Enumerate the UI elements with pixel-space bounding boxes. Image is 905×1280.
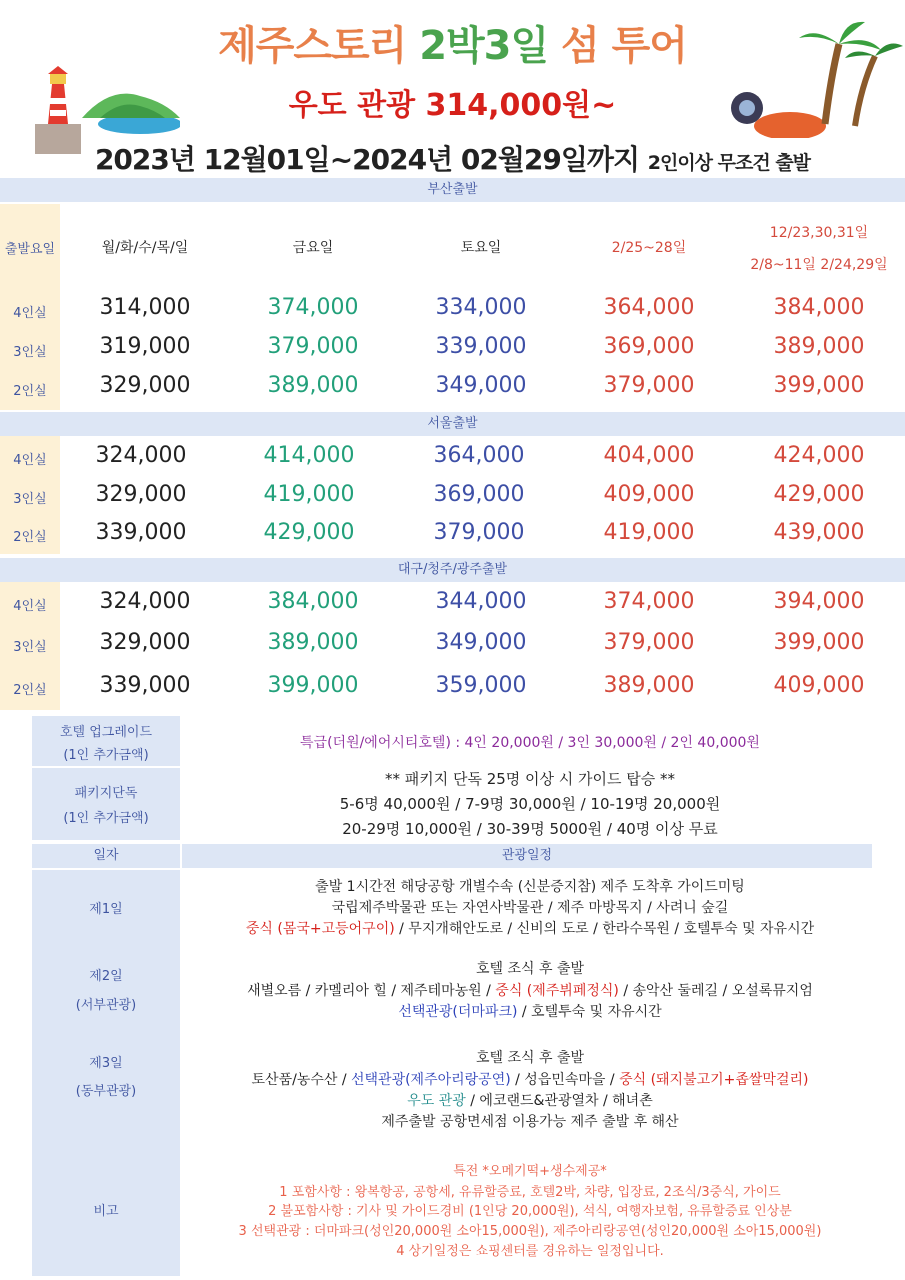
lighthouse-island-icon [30,66,180,154]
day1-line-3: 중식 (몸국+고등어구이) / 무지개해안도로 / 신비의 도로 / 한라수목원 / 호텔투숙 및 자유시간 [245,921,815,937]
price-cell: 389,000 [267,373,359,398]
col-header-peak-2: 2/8~11일 2/24,29일 [750,257,888,273]
room-label: 2인실 [13,384,47,399]
price-cell: 369,000 [433,482,525,507]
day3-line-1: 호텔 조식 후 출발 [475,1050,585,1066]
hotel-upgrade-label [32,716,180,766]
price-cell: 374,000 [603,589,695,614]
note-line-5: 4 상기일정은 쇼핑센터를 경유하는 일정입니다. [396,1244,664,1259]
day1-line-2: 국립제주박물관 또는 자연사박물관 / 제주 마방목지 / 사려니 숲길 [331,900,729,916]
note-line-3: 2 불포함사항 : 기사 및 가이드경비 (1인당 20,000원), 석식, 여행자보험, 유류할증료 인상분 [268,1204,792,1219]
note-line-1: 특전 *오메기떡+생수제공* [453,1164,607,1179]
room-label: 3인실 [13,492,47,507]
col-header-weekday: 월/화/수/목/일 [101,240,189,256]
price-cell: 364,000 [603,295,695,320]
note-line-2: 1 포함사항 : 왕복항공, 공항세, 유류할증료, 호텔2박, 차량, 입장료, 2조식/3중식, 가이드 [279,1185,781,1200]
price-cell: 389,000 [603,673,695,698]
price-cell: 339,000 [435,334,527,359]
price-cell: 419,000 [603,520,695,545]
price-cell: 409,000 [773,673,865,698]
day3-line-3: 우도 관광 / 에코랜드&관광열차 / 해녀촌 [407,1093,653,1109]
package-sub: (1인 추가금액) [63,811,149,826]
price-cell: 319,000 [99,334,191,359]
room-label: 3인실 [13,640,47,655]
price-cell: 419,000 [263,482,355,507]
hotel-upgrade-text: 특급(더원/에어시티호텔) : 4인 20,000원 / 3인 30,000원 / 2인 40,000원 [300,735,760,751]
day2-line-3: 선택관광(더마파크) / 호텔투숙 및 자유시간 [398,1004,662,1020]
package-line-3: 20-29명 10,000원 / 30-39명 5000원 / 40명 이상 무료 [342,820,718,838]
departure-day-label: 출발요일 [4,242,56,257]
col-header-saturday: 토요일 [460,240,502,256]
price-cell: 359,000 [435,673,527,698]
price-cell: 414,000 [263,443,355,468]
day1-line-1: 출발 1시간전 해당공항 개별수속 (신분증지참) 제주 도착후 가이드미팅 [315,879,745,895]
price-subtitle: 우도 관광 314,000원~ [288,88,617,123]
room-label: 4인실 [13,599,47,614]
price-cell: 399,000 [773,373,865,398]
page-title: 제주스토리 2박3일 섬 투어 [218,23,687,69]
room-label: 2인실 [13,683,47,698]
note-label: 비고 [93,1204,119,1219]
travel-period: 2023년 12월01일~2024년 02월29일까지 2인이상 무조건 출발 [94,143,811,176]
day3-sub: (동부관광) [75,1084,137,1099]
price-cell: 399,000 [773,630,865,655]
hotel-upgrade-title: 호텔 업그레이드 [59,725,153,740]
band-daegu: 대구/청주/광주출발 [0,558,905,582]
palm-tree-diver-icon [715,16,905,138]
package-line-2: 5-6명 40,000원 / 7-9명 30,000원 / 10-19명 20,000원 [339,795,721,813]
price-cell: 379,000 [267,334,359,359]
price-cell: 389,000 [773,334,865,359]
day3-label: 제3일 [89,1056,123,1071]
room-label: 4인실 [13,306,47,321]
price-cell: 404,000 [603,443,695,468]
price-cell: 394,000 [773,589,865,614]
price-cell: 379,000 [603,630,695,655]
price-cell: 324,000 [95,443,187,468]
price-cell: 364,000 [433,443,525,468]
price-cell: 314,000 [99,295,191,320]
day1-label: 제1일 [89,902,123,917]
price-cell: 379,000 [433,520,525,545]
price-cell: 429,000 [773,482,865,507]
package-title: 패키지단독 [74,786,138,801]
price-cell: 329,000 [99,373,191,398]
col-header-feb: 2/25~28일 [611,240,687,256]
price-cell: 429,000 [263,520,355,545]
day2-line-2: 새별오름 / 카멜리아 힐 / 제주테마농원 / 중식 (제주뷔페정식) / 송악산 둘레길 / 오설록뮤지엄 [247,983,813,999]
day3-line-4: 제주출발 공항면세점 이용가능 제주 출발 후 해산 [381,1114,679,1130]
price-cell: 334,000 [435,295,527,320]
band-seoul: 서울출발 [0,412,905,436]
day3-line-2: 토산품/농수산 / 선택관광(제주아리랑공연) / 성읍민속마을 / 중식 (돼지불고기+좁쌀막걸리) [251,1072,809,1088]
price-cell: 349,000 [435,630,527,655]
price-cell: 424,000 [773,443,865,468]
price-cell: 344,000 [435,589,527,614]
room-label: 4인실 [13,453,47,468]
price-cell: 339,000 [95,520,187,545]
col-header-friday: 금요일 [292,240,334,256]
price-cell: 329,000 [99,630,191,655]
price-cell: 384,000 [773,295,865,320]
price-cell: 369,000 [603,334,695,359]
price-cell: 409,000 [603,482,695,507]
price-cell: 324,000 [99,589,191,614]
price-cell: 329,000 [95,482,187,507]
col-header-peak-1: 12/23,30,31일 [769,225,869,241]
price-cell: 339,000 [99,673,191,698]
note-line-4: 3 선택관광 : 더마파크(성인20,000원 소아15,000원), 제주아리랑공연(성인20,000원 소아15,000원) [238,1224,822,1239]
price-cell: 374,000 [267,295,359,320]
room-label: 3인실 [13,345,47,360]
price-cell: 379,000 [603,373,695,398]
day2-line-1: 호텔 조식 후 출발 [475,961,585,977]
price-cell: 439,000 [773,520,865,545]
price-cell: 389,000 [267,630,359,655]
price-cell: 384,000 [267,589,359,614]
band-busan: 부산출발 [0,178,905,202]
package-line-1: ** 패키지 단독 25명 이상 시 가이드 탑승 ** [384,770,676,788]
package-label [32,768,180,840]
room-label: 2인실 [13,530,47,545]
day2-sub: (서부관광) [75,998,137,1013]
col-header-day: 일자 [32,844,180,868]
price-cell: 349,000 [435,373,527,398]
price-cell: 399,000 [267,673,359,698]
hotel-upgrade-sub: (1인 추가금액) [63,748,149,763]
day2-label: 제2일 [89,969,123,984]
col-header-schedule: 관광일정 [182,844,872,868]
